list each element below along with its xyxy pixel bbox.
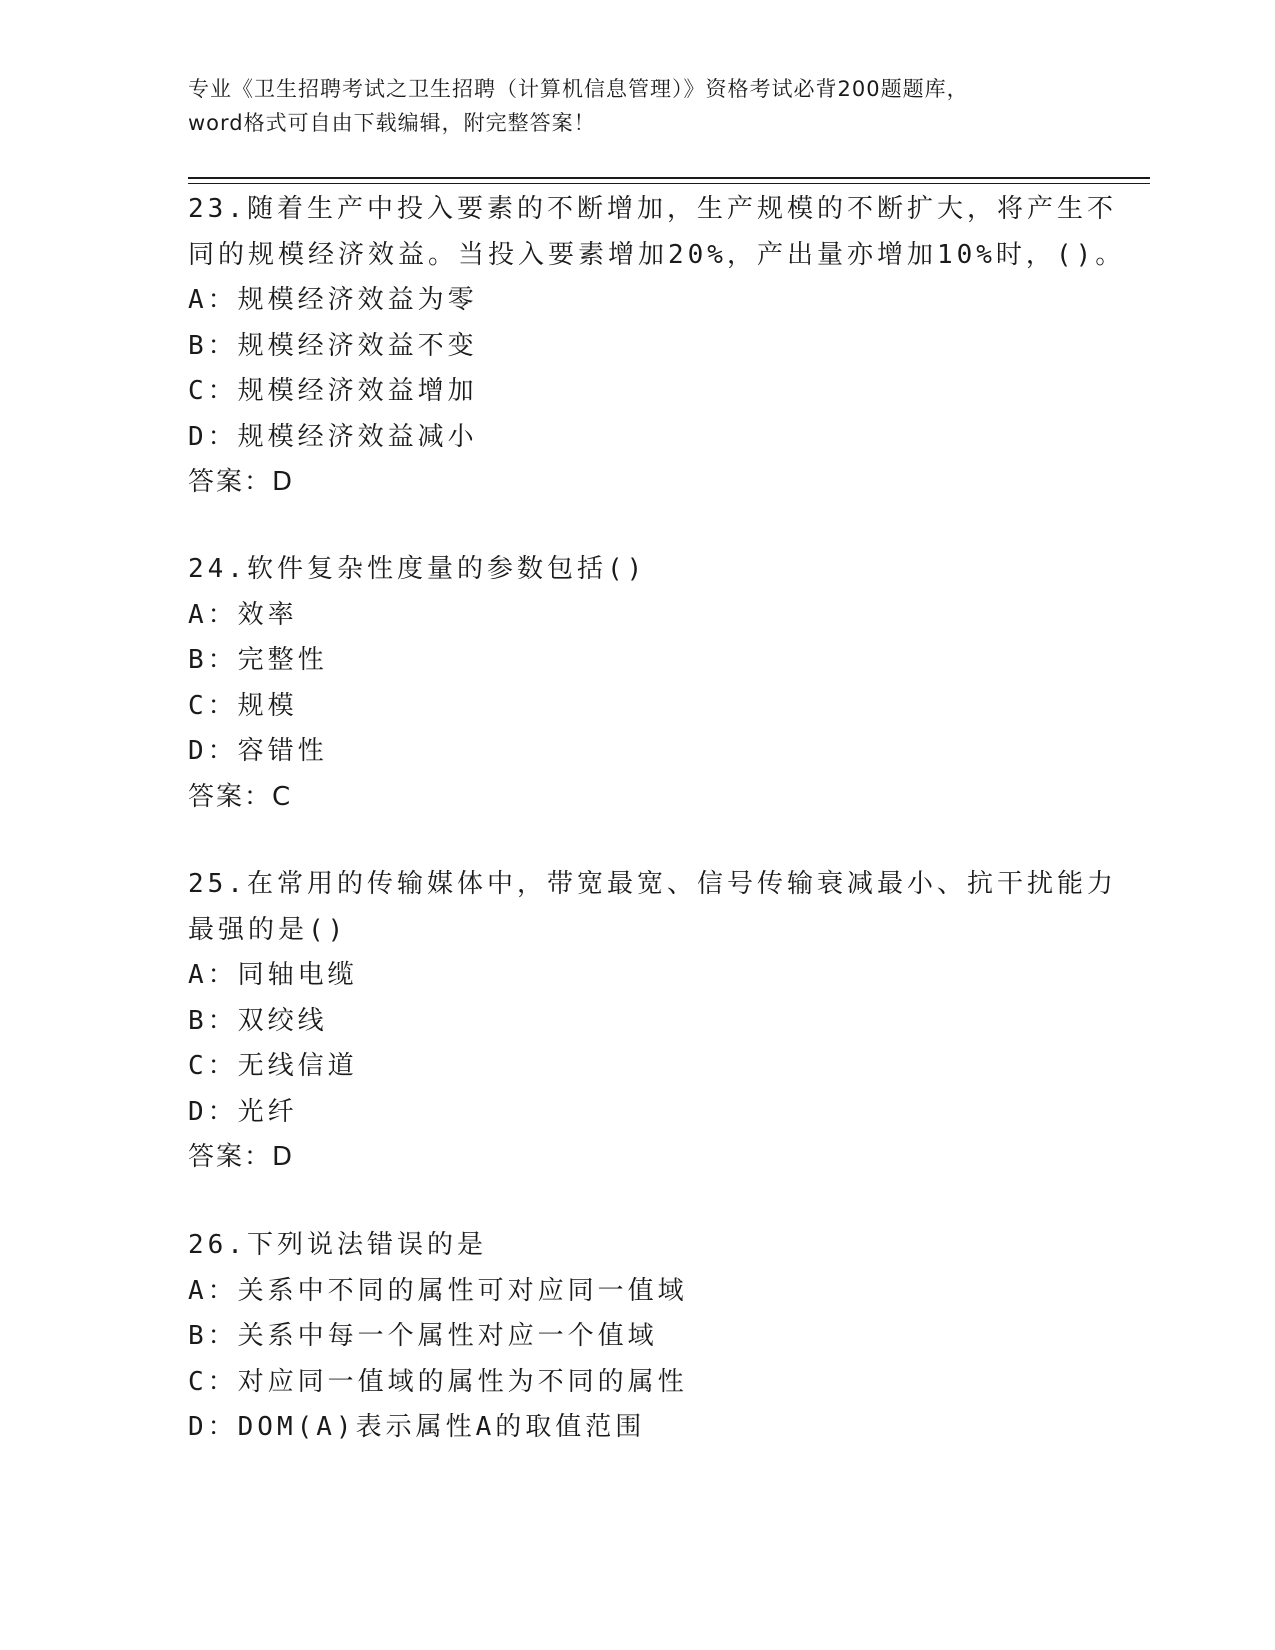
header-line-1: 专业《卫生招聘考试之卫生招聘（计算机信息管理）》资格考试必背200题题库， bbox=[188, 77, 969, 101]
question-stem-line: 25.在常用的传输媒体中，带宽最宽、信号传输衰减最小、抗干扰能力 bbox=[188, 869, 1117, 899]
option-a: A：规模经济效益为零 bbox=[188, 285, 478, 315]
option-d: D：容错性 bbox=[188, 736, 328, 766]
option-c: C：无线信道 bbox=[188, 1051, 358, 1081]
answer-line: 答案：D bbox=[188, 1142, 295, 1172]
option-b: B：完整性 bbox=[188, 645, 328, 675]
option-d: D：规模经济效益减小 bbox=[188, 421, 478, 452]
option-c: C：对应同一值域的属性为不同的属性 bbox=[188, 1366, 688, 1397]
option-b: B：双绞线 bbox=[188, 1005, 328, 1036]
option-a: A：效率 bbox=[188, 599, 298, 630]
option-a: A：同轴电缆 bbox=[188, 960, 358, 990]
answer-line: 答案：D bbox=[188, 467, 295, 497]
question-stem-line: 23.随着生产中投入要素的不断增加，生产规模的不断扩大，将产生不 bbox=[188, 194, 1117, 224]
question-stem-line: 24.软件复杂性度量的参数包括() bbox=[188, 554, 647, 584]
option-b: B：规模经济效益不变 bbox=[188, 330, 478, 361]
option-a: A：关系中不同的属性可对应同一值域 bbox=[188, 1275, 688, 1306]
question-26 bbox=[188, 1223, 1088, 1451]
question-stem-line: 同的规模经济效益。当投入要素增加20%，产出量亦增加10%时，()。 bbox=[188, 239, 1126, 270]
question-25 bbox=[188, 862, 1117, 1181]
question-stem-line: 26.下列说法错误的是 bbox=[188, 1230, 487, 1260]
option-d: D：光纤 bbox=[188, 1096, 298, 1127]
document-header bbox=[188, 72, 1088, 140]
answer-line: 答案：C bbox=[188, 781, 293, 812]
option-b: B：关系中每一个属性对应一个值域 bbox=[188, 1321, 658, 1351]
question-23 bbox=[188, 187, 1126, 506]
question-stem-line: 最强的是() bbox=[188, 914, 348, 945]
header-divider-thin bbox=[188, 183, 1150, 184]
question-24 bbox=[188, 547, 1088, 820]
option-c: C：规模经济效益增加 bbox=[188, 376, 478, 406]
option-c: C：规模 bbox=[188, 690, 298, 721]
header-line-2: word格式可自由下载编辑，附完整答案！ bbox=[188, 111, 596, 135]
option-d: D：DOM(A)表示属性A的取值范围 bbox=[188, 1412, 646, 1442]
header-divider-thick bbox=[188, 177, 1150, 179]
